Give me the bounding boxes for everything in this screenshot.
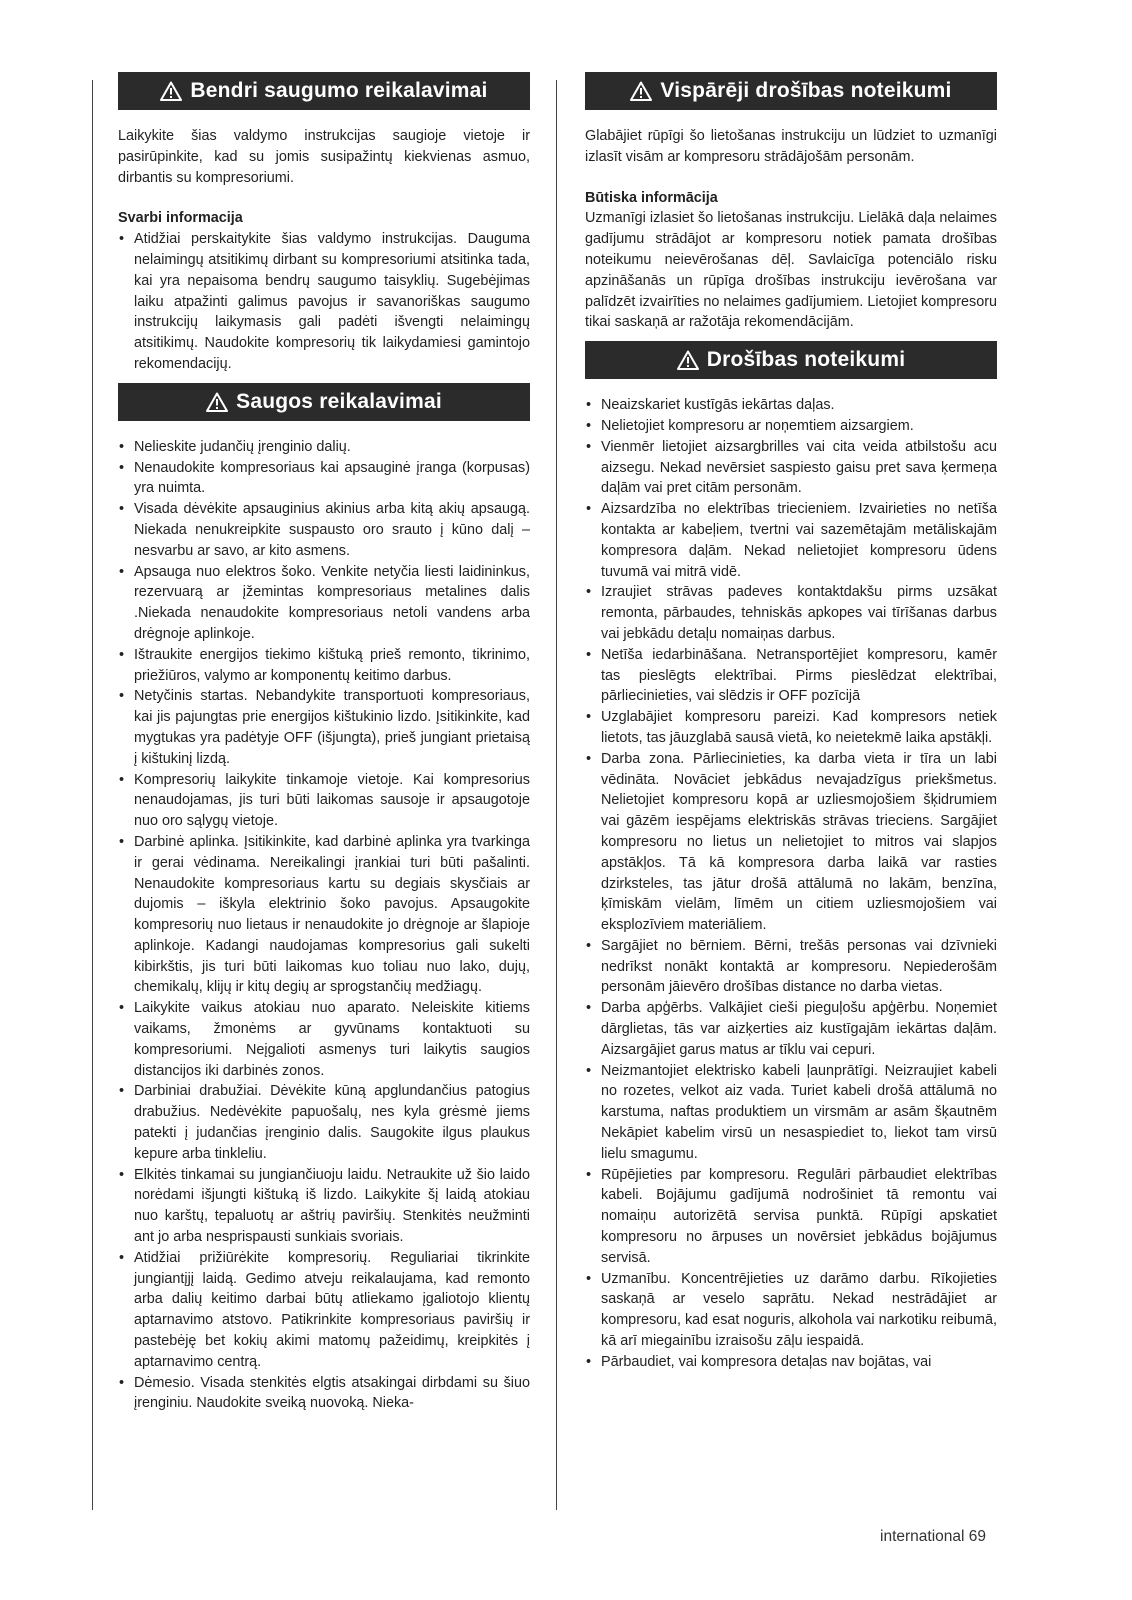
important-heading: Būtiska informācija [585, 189, 718, 206]
banner-title: Saugos reikalavimai [236, 389, 442, 413]
intro-paragraph: Laikykite šias valdymo instrukcijas saugioje vietoje ir pasirūpinkite, kad su jomis susipažintų kiekvienas asmuo, dirbantis su kompresoriumi. [118, 128, 530, 186]
list-item: • Elkitės tinkamai su jungiančiuoju laidu. Netraukite už šio laido norėdami išjungti kištuką iš lizdo. Laikykite šį laidą atokiau nuo karštų, tepaluotų ar aštrių paviršių. Stenkitės neužminti ant jo arba nesprispausti sunkiais svoriais. [118, 1165, 530, 1248]
section-banner-safety-requirements-lt [118, 383, 530, 421]
safety-rules-list [118, 437, 530, 1414]
list-item: • Neaizskariet kustīgās iekārtas daļas. [585, 395, 997, 416]
banner-title: Bendri saugumo reikalavimai [190, 79, 488, 102]
list-item: • Uzmanību. Koncentrējieties uz darāmo darbu. Rīkojieties saskaņā ar veselo saprātu. Nekad nestrādājiet ar kompresoru, kad esat noguris, alkohola vai narkotiku reibumā, kā arī miegainību izraisošu zāļu iespaidā. [585, 1269, 997, 1352]
section-banner-general-safety-lt [118, 72, 530, 110]
warning-icon [206, 392, 228, 412]
banner-title: Drošības noteikumi [706, 348, 906, 372]
list-item: • Aizsardzība no elektrības triecieniem. Izvairieties no netīša kontakta ar kabeļiem, tvertni vai sazemētajām metāliskajām kompresora daļām. Nekad nelietojiet kompresoru ūdens tuvumā vai mitrā vidē. [585, 499, 997, 582]
list-item: • Nenaudokite kompresoriaus kai apsauginė įranga (korpusas) yra nuimta. [118, 458, 530, 500]
list-item: • Ištraukite energijos tiekimo kištuką prieš remonto, tikrinimo, priežiūros, valymo ar komponentų keitimo darbus. [118, 645, 530, 687]
center-divider [556, 80, 557, 1510]
left-margin-rule [92, 80, 93, 1510]
right-column [585, 72, 997, 1373]
list-item: • Izraujiet strāvas padeves kontaktdakšu pirms uzsākat remonta, pārbaudes, tehniskās apkopes vai tīrīšanas darbus vai jebkādu detaļu nomaiņas darbus. [585, 582, 997, 644]
section-banner-general-safety-lv [585, 72, 997, 110]
banner-title: Vispārēji drošības noteikumi [660, 79, 952, 102]
list-item: • Darbiniai drabužiai. Dėvėkite kūną apglundančius patogius drabužius. Nedėvėkite papuošalų, nes kyla grėsmė jiems patekti į judančias įrenginio dalis. Saugokite ilgus plaukus kepure arba tinkleliu. [118, 1081, 530, 1164]
list-item: • Darba apģērbs. Valkājiet cieši pieguļošu apģērbu. Noņemiet dārglietas, tās var aizķerties aiz kustīgajām iekārtas daļām. Aizsargājiet garus matus ar tīklu vai cepuri. [585, 998, 997, 1060]
list-item: • Apsauga nuo elektros šoko. Venkite netyčia liesti laidininkus, rezervuarą ar įžemintas kompresoriaus metalines dalis .Niekada nenaudokite kompresoriaus netoli vandens arba drėgnoje aplinkoje. [118, 562, 530, 645]
list-item: • Vienmēr lietojiet aizsargbrilles vai cita veida atbilstošu acu aizsegu. Nekad nevērsiet saspiesto gaisu pret sava ķermeņa daļām vai pret citām personām. [585, 437, 997, 499]
warning-icon [677, 350, 699, 370]
list-item: • Darba zona. Pārliecinieties, ka darba vieta ir tīra un labi vēdināta. Novāciet jebkādus nevajadzīgus priekšmetus. Nelietojiet kompresoru kopā ar uzliesmojošiem šķidrumiem vai gāzēm iespējams elektriskās strāvas trieciens. Sargājiet kompresoru no lietus un nelietojiet to mitros vai slapjos apstākļos. Tā kā kompresora darba laikā var rasties dzirksteles, tas jātur drošā attālumā no lakām, benzīna, ķīmiskām vielām, līmēm un citiem uzliesmojošiem vai eksplozīviem materiāliem. [585, 749, 997, 936]
list-item: • Nelieskite judančių įrenginio dalių. [118, 437, 530, 458]
list-item: • Darbinė aplinka. Įsitikinkite, kad darbinė aplinka yra tvarkinga ir gerai vėdinama. Nereikalingi įrankiai turi būti pašalinti. Nenaudokite kompresoriaus kartu su degiais skysčiais ar dujomis – iškyla elektrinio šoko pavojus. Apsaugokite kompresorių nuo lietaus ir nenaudokite jo drėgnoje ar šlapioje aplinkoje. Kadangi naudojamas kompresorius gali sukelti kibirkštis, jis turi būti laikomas kuo toliau nuo lako, dujų, chemikalų, klijų ir kitų degių ar sprogstančių medžiagų. [118, 832, 530, 998]
important-paragraph: Uzmanīgi izlasiet šo lietošanas instrukciju. Lielākā daļa nelaimes gadījumu strādājot ar kompresoru notiek pamata drošības noteikumu neievērošanas dēļ. Savlaicīga potenciālo risku apzināšanās un rūpīga drošības instrukciju ievērošana var palīdzēt izvairīties no nelaimes gadījumiem. Lietojiet kompresoru tikai saskaņā ar ražotāja rekomendācijām. [585, 210, 997, 331]
list-item: • Sargājiet no bērniem. Bērni, trešās personas vai dzīvnieki nedrīkst nonākt kontaktā ar kompresoru. Nepiederošām personām jāievēro drošības distance no darba vietas. [585, 936, 997, 998]
list-item: • Uzglabājiet kompresoru pareizi. Kad kompresors netiek lietots, tas jāuzglabā sausā vietā, ko neietekmē laika apstākļi. [585, 707, 997, 749]
list-item: • Visada dėvėkite apsauginius akinius arba kitą akių apsaugą. Niekada nenukreipkite suspausto oro srauto į kūno dalį – nesvarbu ar savo, ar kito asmens. [118, 499, 530, 561]
list-item: • Netyčinis startas. Nebandykite transportuoti kompresoriaus, kai jis pajungtas prie energijos kištukinio lizdo. Įsitikinkite, kad mygtukas yra padėtyje OFF (išjungta), prieš jungiant prietaisą į kištukinį lizdą. [118, 686, 530, 769]
warning-icon [630, 81, 652, 101]
safety-rules-list [585, 395, 997, 1372]
intro-paragraph: Glabājiet rūpīgi šo lietošanas instrukciju un lūdziet to uzmanīgi izlasīt visām ar kompresoru strādājošām personām. [585, 128, 997, 165]
left-column [118, 72, 530, 1414]
list-item: • Kompresorių laikykite tinkamoje vietoje. Kai kompresorius nenaudojamas, jis turi būti laikomas sausoje ir apsaugotoje nuo oro sąlygų vietoje. [118, 770, 530, 832]
list-item: • Nelietojiet kompresoru ar noņemtiem aizsargiem. [585, 416, 997, 437]
list-item: • Pārbaudiet, vai kompresora detaļas nav bojātas, vai [585, 1352, 997, 1373]
list-item: • Laikykite vaikus atokiau nuo aparato. Neleiskite kitiems vaikams, žmonėms ar gyvūnams kontaktuoti su kompresoriumi. Neįgalioti asmenys turi laikytis saugios distancijos iki darbinės zonos. [118, 998, 530, 1081]
list-item: • Rūpējieties par kompresoru. Regulāri pārbaudiet elektrības kabeli. Bojājumu gadījumā nodrošiniet tā remontu vai nomaiņu autorizētā servisa punktā. Rūpīgi apskatiet kompresoru no ārpuses un novērsiet jebkādus bojājumus servisā. [585, 1165, 997, 1269]
list-item: • Dėmesio. Visada stenkitės elgtis atsakingai dirbdami su šiuo įrenginiu. Naudokite sveiką nuovoką. Nieka- [118, 1373, 530, 1415]
important-heading: Svarbi informacija [118, 210, 243, 227]
important-list [118, 229, 530, 375]
list-item: • Atidžiai prižiūrėkite kompresorių. Reguliariai tikrinkite jungiantįjį laidą. Gedimo atveju reikalaujama, kad remonto arba dalių keitimo darbai būtų atliekamo įgaliotojo klientų aptarnavimo atstovo. Patikrinkite kompresoriaus paviršių ir pastebėję bet kokių akimi matomų pažeidimų, kreipkitės į aptarnavimo centrą. [118, 1248, 530, 1373]
section-banner-safety-rules-lv [585, 341, 997, 379]
warning-icon [160, 81, 182, 101]
list-item: • Neizmantojiet elektrisko kabeli ļaunprātīgi. Neizraujiet kabeli no rozetes, velkot aiz vada. Turiet kabeli drošā attālumā no karstuma, naftas produktiem un virsmām ar asām šķautnēm Nekāpiet kabelim virsū un nesaspiediet to, liekot tam virsū lielu smagumu. [585, 1061, 997, 1165]
list-item: • Netīša iedarbināšana. Netransportējiet kompresoru, kamēr tas pieslēgts elektrībai. Pirms pieslēdzat elektrībai, pārliecinieties, vai slēdzis ir OFF pozīcijā [585, 645, 997, 707]
list-item: • Atidžiai perskaitykite šias valdymo instrukcijas. Dauguma nelaimingų atsitikimų dirbant su kompresoriumi atsitinka tada, kai yra nepaisoma bendrų saugumo taisyklių. Sugebėjimas laiku atpažinti galimus pavojus ir savanoriškas saugumo instrukcijų laikymasis gali padėti išvengti nelaimingų atsitikimų. Naudokite kompresorių tik laikydamiesi gamintojo rekomendacijų. [118, 229, 530, 375]
page-footer: international 69 [880, 1528, 986, 1545]
